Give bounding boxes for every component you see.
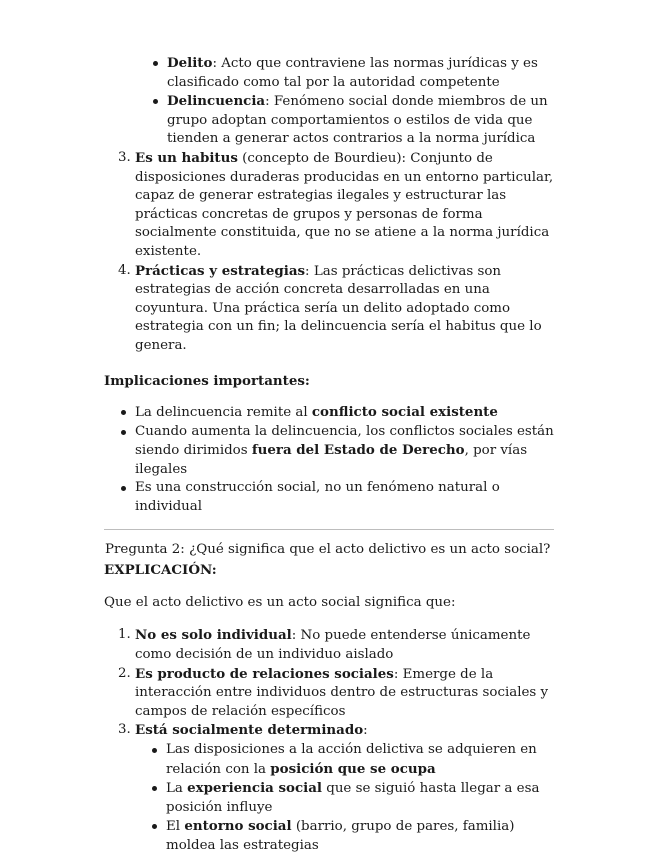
list-item: Cuando aumenta la delincuencia, los conflictos sociales están siendo dirimidos fuera del Estado de Derecho, por vías ilegales bbox=[104, 423, 554, 480]
list-item-individual: 1. No es solo individual: No puede entenderse únicamente como decisión de un individuo aislado bbox=[118, 627, 531, 663]
question-title: Pregunta 2: ¿Qué significa que el acto delictivo es un acto social? bbox=[105, 541, 551, 557]
section-divider bbox=[104, 529, 554, 530]
numbered-list-social-act bbox=[104, 626, 554, 855]
term-delito: Delito bbox=[167, 55, 213, 71]
definition-practicas: : Las prácticas delictivas son estrategias de acción concreta desarrolladas en una coyuntura. Una práctica sería un delito adoptado como estrategia con un fin; la delincuencia sería el habitus que lo genera. bbox=[135, 263, 542, 353]
document-page bbox=[104, 54, 554, 856]
sub-list-item: El entorno social (barrio, grupo de pares, familia) moldea las estrategias bbox=[135, 817, 554, 855]
list-item: La delincuencia remite al conflicto social existente bbox=[104, 403, 554, 423]
implications-list bbox=[104, 403, 554, 517]
list-item-delito bbox=[104, 54, 554, 92]
list-item: Es una construcción social, no un fenómeno natural o individual bbox=[104, 479, 554, 516]
list-item-delincuencia bbox=[104, 92, 554, 149]
explanation-label: EXPLICACIÓN: bbox=[104, 562, 217, 579]
definitions-list bbox=[104, 54, 554, 149]
item-number: 1. bbox=[118, 627, 131, 643]
definition-delito: : Acto que contraviene las normas jurídicas y es clasificado como tal por la autoridad competente bbox=[167, 56, 538, 90]
sub-list-item: La experiencia social que se siguió hasta llegar a esa posición influye bbox=[135, 779, 554, 817]
term-practicas: Prácticas y estrategias bbox=[135, 262, 306, 279]
term-habitus: Es un habitus bbox=[135, 149, 238, 166]
list-item-relaciones: 2. Es producto de relaciones sociales: Emerge de la interacción entre individuos dentro de estructuras sociales y campos de relación específicos bbox=[118, 665, 549, 719]
definition-delincuencia: : Fenómeno social donde miembros de un grupo adoptan comportamientos o estilos de vida que tienden a generar actos contrarios a la norma jurídica bbox=[167, 94, 548, 147]
list-item-determinado: 3. Está socialmente determinado: Las disposiciones a la acción delictiva se adquieren en relación con la posición que se ocupa La experiencia social que se siguió hasta llegar a esa posición influye El entorno social (barrio, grupo de pares, familia) moldea las estrategias bbox=[104, 721, 554, 855]
intro-text: Que el acto delictivo es un acto social significa que: bbox=[104, 594, 456, 610]
definition-habitus: (concepto de Bourdieu): Conjunto de disposiciones duraderas producidas en un entorno particular, capaz de generar estrategias ilegales y estructurar las prácticas concretas de grupos y personas de forma socialmente constituida, que no se atiene a la norma jurídica existente. bbox=[135, 150, 554, 259]
sub-bullet-list bbox=[104, 741, 554, 856]
sub-list-item: Las disposiciones a la acción delictiva se adquieren en relación con la posición que se ocupa bbox=[135, 741, 554, 779]
term-delincuencia: Delincuencia bbox=[167, 93, 266, 110]
implications-heading: Implicaciones importantes: bbox=[104, 372, 310, 389]
item-number: 3. bbox=[118, 722, 131, 738]
list-item-practicas bbox=[104, 262, 554, 356]
item-number: 2. bbox=[118, 665, 131, 681]
item-number: 4. bbox=[118, 262, 131, 278]
list-item-habitus bbox=[104, 149, 554, 262]
numbered-list-concepts bbox=[104, 149, 554, 356]
item-number: 3. bbox=[118, 149, 131, 165]
